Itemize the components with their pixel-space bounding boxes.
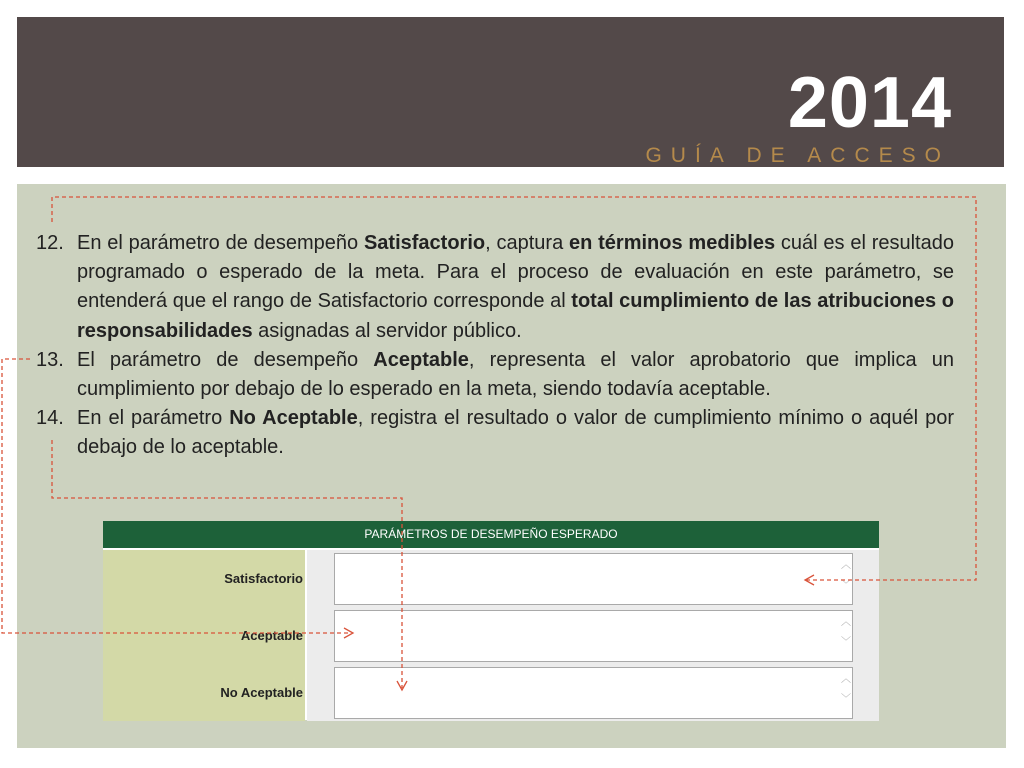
item-bold: No Aceptable bbox=[229, 407, 358, 430]
item-text: , representa el valor aprobatorio que implica un cumplimiento por debajo de lo esperado en la meta, siendo todavía aceptable. bbox=[77, 348, 954, 401]
scroll-down-icon[interactable]: ﹀ bbox=[841, 637, 851, 648]
item-text: asignadas al servidor público. bbox=[252, 319, 522, 342]
satisfactorio-label: Satisfactorio bbox=[103, 550, 305, 607]
item-number: 14. bbox=[36, 407, 64, 430]
item-text: En el parámetro de desempeño bbox=[77, 232, 364, 254]
guide-subtitle: GUÍA DE ACCESO bbox=[645, 144, 950, 167]
item-bold: total cumplimiento de las atribuciones o responsabilidades bbox=[77, 290, 954, 342]
scroll-up-icon[interactable]: ︿ bbox=[841, 674, 851, 685]
arrow-aceptable bbox=[2, 359, 351, 633]
arrow-satisfactorio bbox=[52, 197, 976, 580]
table-header: PARÁMETROS DE DESEMPEÑO ESPERADO bbox=[103, 521, 879, 548]
scroll-up-icon[interactable]: ︿ bbox=[841, 617, 851, 628]
year-title: 2014 bbox=[787, 63, 952, 143]
arrow-no-aceptable bbox=[52, 440, 402, 688]
item-text: El parámetro de desempeño bbox=[77, 348, 374, 371]
item-bold: en términos medibles bbox=[569, 232, 776, 254]
scroll-down-icon[interactable]: ﹀ bbox=[841, 694, 851, 705]
aceptable-label: Aceptable bbox=[103, 607, 305, 664]
item-text: , captura bbox=[485, 232, 569, 254]
item-number: 13. bbox=[36, 348, 64, 371]
item-bold: Satisfactorio bbox=[363, 232, 486, 254]
item-number: 12. bbox=[36, 232, 64, 254]
item-bold: Aceptable bbox=[373, 348, 469, 371]
item-text: cuál es el resultado programado o esperado de la meta. Para el proceso de evaluación en este parámetro, se entenderá que el rango de Satisfactorio corresponde al bbox=[77, 232, 954, 313]
scroll-down-icon[interactable]: ﹀ bbox=[841, 580, 851, 591]
no-aceptable-label: No Aceptable bbox=[103, 664, 305, 721]
item-text: En el parámetro bbox=[77, 407, 230, 430]
scroll-up-icon[interactable]: ︿ bbox=[841, 560, 851, 571]
item-text: , registra el resultado o valor de cumplimiento mínimo o aquél por debajo de lo aceptable. bbox=[77, 407, 954, 459]
